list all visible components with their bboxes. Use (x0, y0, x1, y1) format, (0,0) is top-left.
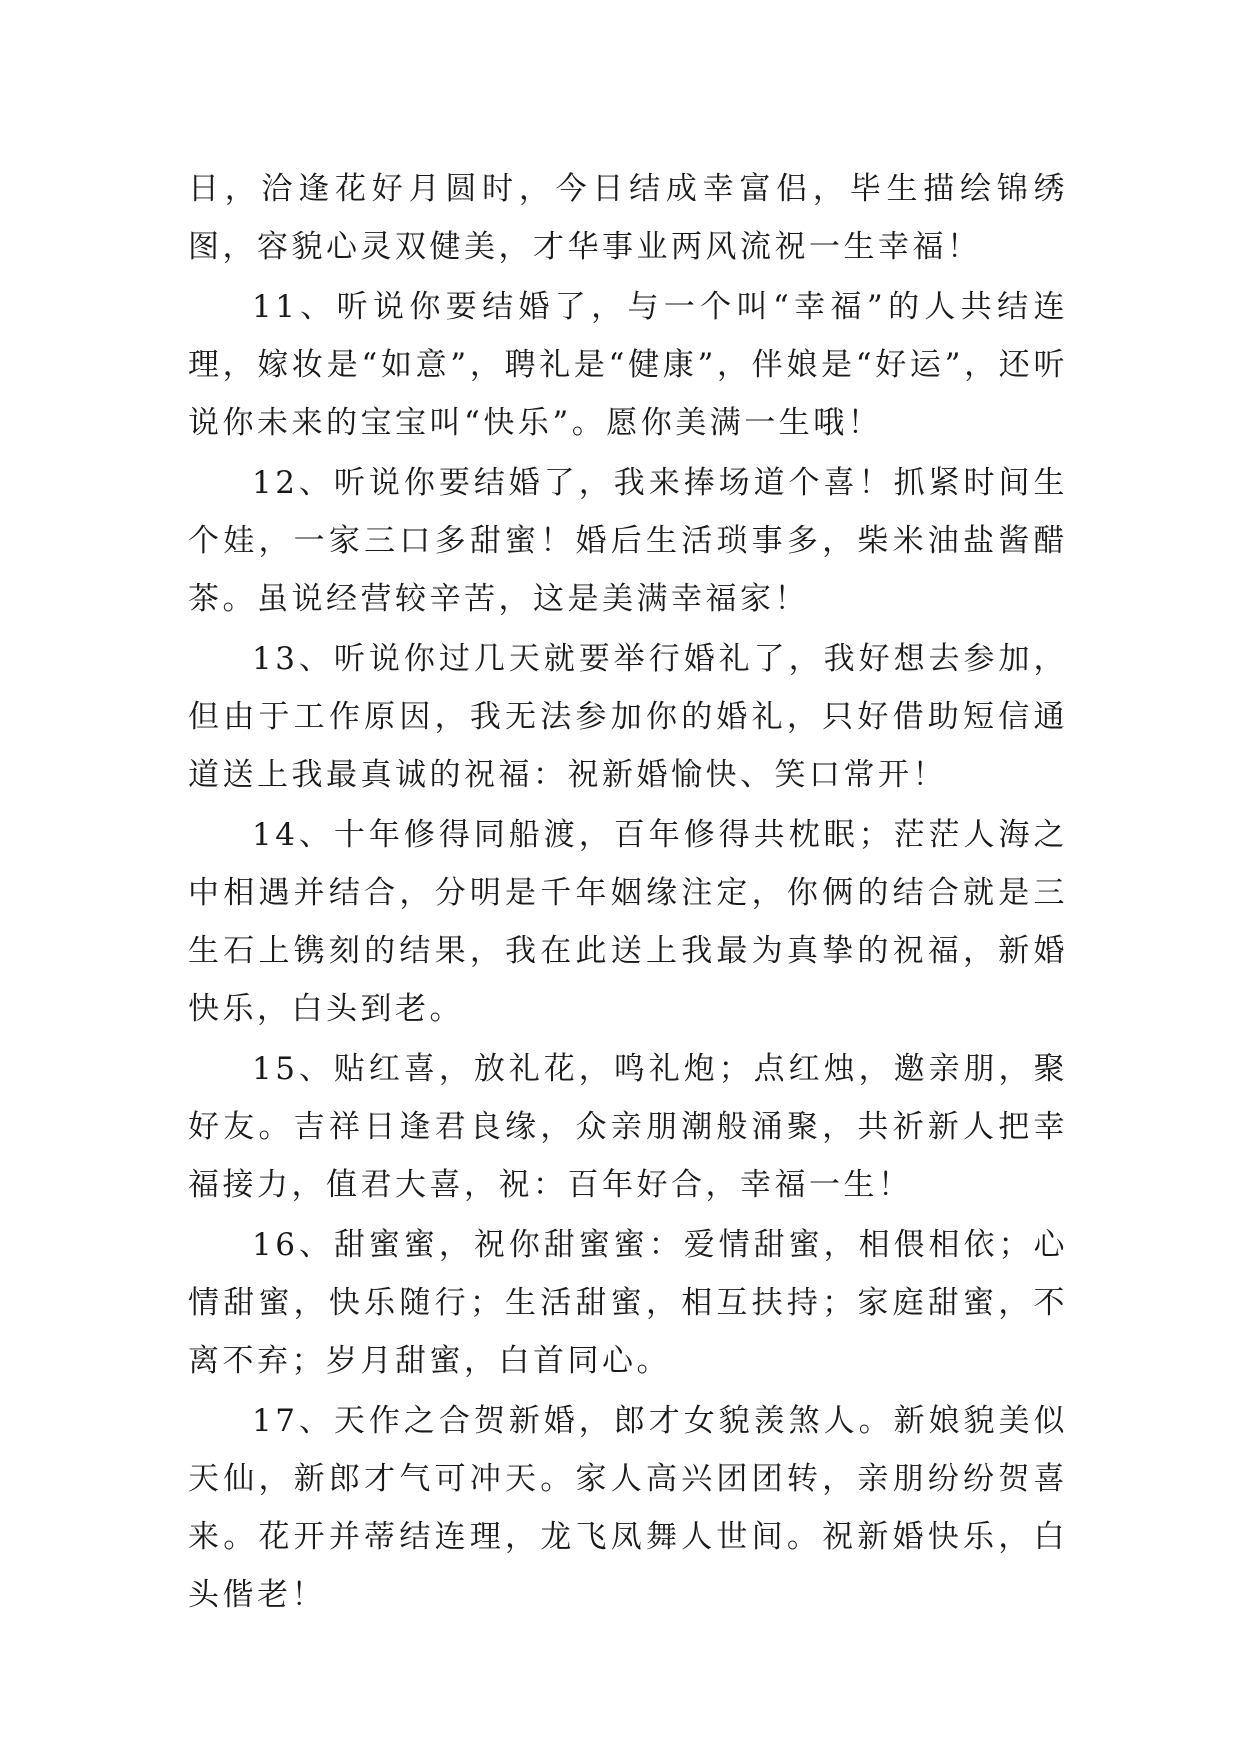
paragraph-16: 16、甜蜜蜜，祝你甜蜜蜜：爱情甜蜜，相偎相依；心情甜蜜，快乐随行；生活甜蜜，相互扶持；家庭甜蜜，不离不弃；岁月甜蜜，白首同心。 (188, 1227, 1068, 1379)
paragraph-11: 11、听说你要结婚了，与一个叫“幸福”的人共结连理，嫁妆是“如意”，聘礼是“健康”，伴娘是“好运”，还听说你未来的宝宝叫“快乐”。愿你美满一生哦！ (188, 289, 1068, 441)
paragraph-17: 17、天作之合贺新婚，郎才女貌羡煞人。新娘貌美似天仙，新郎才气可冲天。家人高兴团团转，亲朋纷纷贺喜来。花开并蒂结连理，龙飞凤舞人世间。祝新婚快乐，白头偕老！ (188, 1403, 1068, 1613)
paragraph-0: 日，洽逢花好月圆时，今日结成幸富侣，毕生描绘锦绣图，容貌心灵双健美，才华事业两风流祝一生幸福！ (188, 171, 1068, 265)
document-body (188, 160, 1068, 1626)
paragraph-12: 12、听说你要结婚了，我来捧场道个喜！抓紧时间生个娃，一家三口多甜蜜！婚后生活琐事多，柴米油盐酱醋茶。虽说经营较辛苦，这是美满幸福家！ (188, 465, 1068, 617)
paragraph-15: 15、贴红喜，放礼花，鸣礼炮；点红烛，邀亲朋，聚好友。吉祥日逢君良缘，众亲朋潮般涌聚，共祈新人把幸福接力，值君大喜，祝：百年好合，幸福一生！ (188, 1051, 1068, 1203)
paragraph-13: 13、听说你过几天就要举行婚礼了，我好想去参加，但由于工作原因，我无法参加你的婚礼，只好借助短信通道送上我最真诚的祝福：祝新婚愉快、笑口常开！ (188, 641, 1068, 793)
paragraph-14: 14、十年修得同船渡，百年修得共枕眠；茫茫人海之中相遇并结合，分明是千年姻缘注定，你俩的结合就是三生石上镌刻的结果，我在此送上我最为真挚的祝福，新婚快乐，白头到老。 (188, 817, 1068, 1027)
